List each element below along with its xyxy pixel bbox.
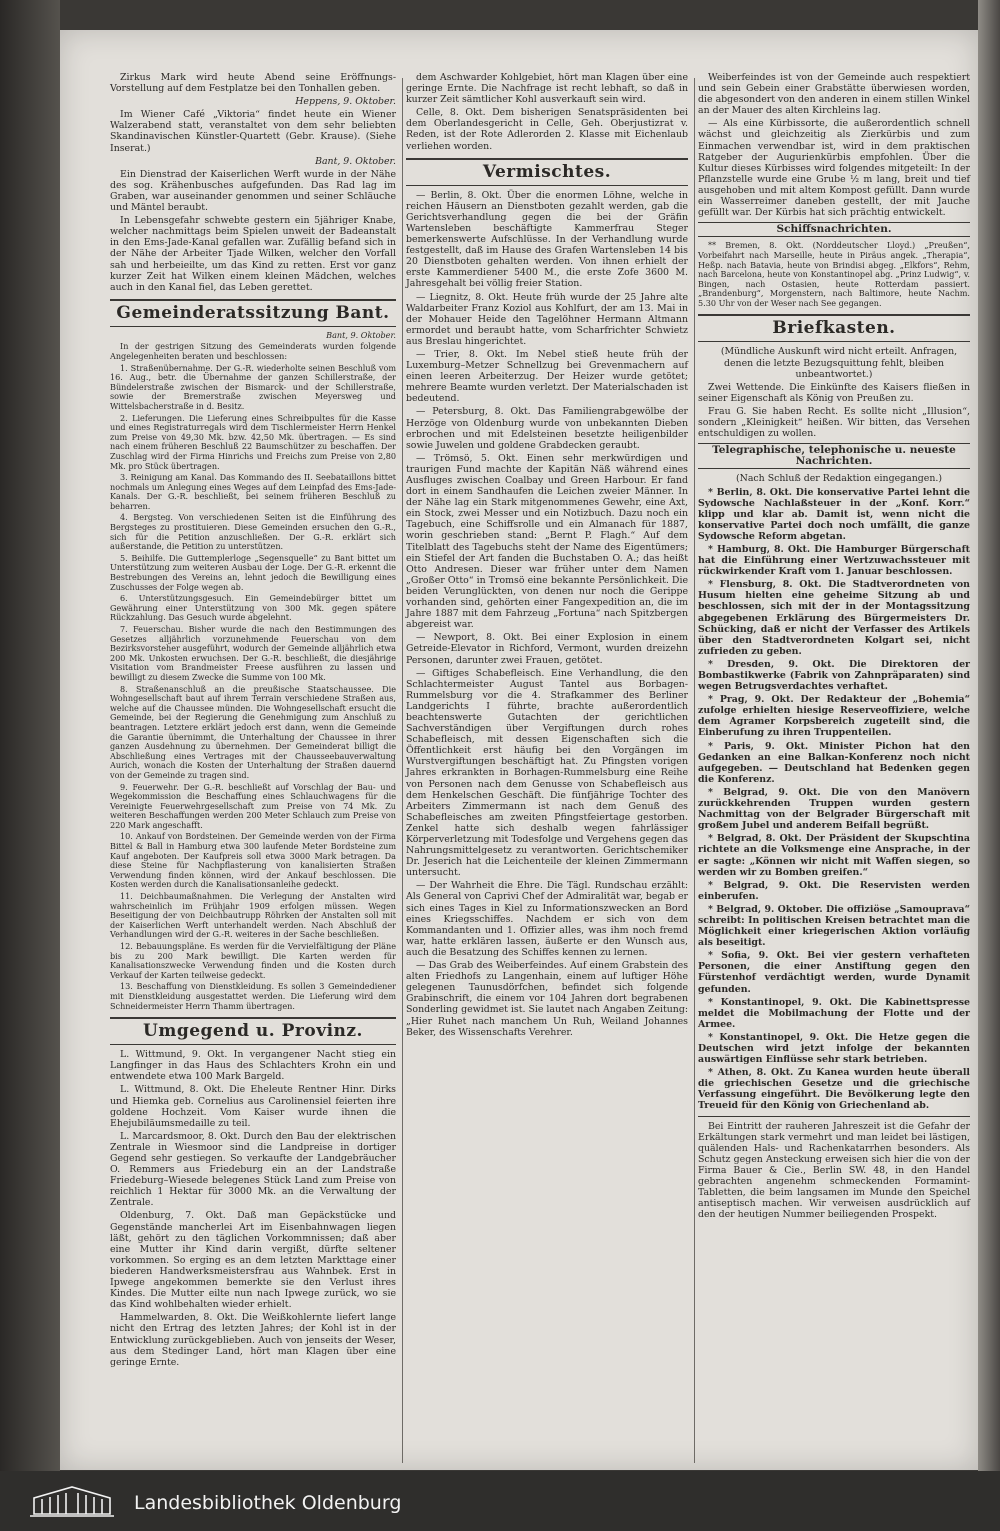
minutes-item: 13. Beschaffung von Dienstkleidung. Es sollen 3 Gemeindediener mit Dienstkleidung ausgestattet werden. Die Lieferung wird dem Schneidermeister Herrn Thamm übertragen.	[110, 981, 396, 1011]
news-item: * Hamburg, 8. Okt. Die Hamburger Bürgerschaft hat die Einführung einer Wertzuwachssteuer mit rückwirkender Kraft vom 1. Januar beschlossen.	[698, 543, 970, 578]
news-item: * Belgrad, 9. Okt. Die Reservisten werden einberufen.	[698, 879, 970, 902]
section-heading-schiffsnachrichten: Schiffsnachrichten.	[698, 222, 970, 237]
section-heading-briefkasten: Briefkasten.	[698, 314, 970, 342]
news-item: — Newport, 8. Okt. Bei einer Explosion in einem Getreide-Elevator in Richford, Vermont, wurden dreizehn Personen, darunter zwei Frauen, getötet.	[406, 632, 688, 666]
minutes-item: 4. Bergsteg. Von verschiedenen Seiten ist die Einführung des Bergsteges zu prostituieren. Diese Gemeinden ersuchen den G.-R., sich für die Petition anzuschließen. Der G.-R. erklärt sich außerstande, die Petition zu unterstützen.	[110, 512, 396, 552]
dateline: Bant, 9. Oktober.	[326, 329, 396, 340]
council-minutes	[110, 331, 396, 1011]
news-item: Hammelwarden, 8. Okt. Die Weißkohlernte liefert lange nicht den Ertrag des letzten Jahres; der Kohl ist in der Entwicklung zurückgeblieben. Auch von jenseits der Weser, aus dem Stedinger Land, hört man Klagen über eine geringe Ernte.	[110, 1312, 396, 1368]
minutes-item: In der gestrigen Sitzung des Gemeinderats wurden folgende Angelegenheiten beraten und beschlossen:	[110, 341, 396, 361]
news-item: — Der Wahrheit die Ehre. Die Tägl. Rundschau erzählt: Als General von Caprivi Chef der Admiralität war, begab er sich eines Tages in Kiel zu Informationszwecken an Bord eines Kriegsschiffes. Nachdem er sich von dem Kommandanten und 1. Offizier alles, was ihm noch fremd war, hatte erklären lassen, äußerte er den Wunsch aus, auch die Besatzung des Schiffes kennen zu lernen.	[406, 880, 688, 958]
column-divider	[694, 78, 695, 1463]
shipping-news	[698, 241, 970, 308]
letter-reply: Zwei Wettende. Die Einkünfte des Kaisers fließen in seiner Eigenschaft als König von Preußen zu.	[698, 381, 970, 404]
minutes-item: 6. Unterstützungsgesuch. Ein Gemeindebürger bittet um Gewährung einer Unterstützung von 300 Mk. gegen spätere Rückzahlung. Das Gesuch wurde abgelehnt.	[110, 593, 396, 623]
minutes-item: 3. Reinigung am Kanal. Das Kommando des II. Seebataillons bittet nochmals um Anlegung eines Weges auf dem Leinpfad des Ems-Jade-Kanals. Der G.-R. beschließt, bei seinem früheren Beschluß zu beharren.	[110, 472, 396, 511]
divider	[698, 1116, 970, 1117]
news-item: * Konstantinopel, 9. Okt. Die Kabinettspresse meldet die Mobilmachung der Flotte und der Armee.	[698, 996, 970, 1030]
minutes-item: 2. Lieferungen. Die Lieferung eines Schreibpultes für die Kasse und eines Registraturregals wird dem Tischlermeister Herrn Henkel zum Preise von 49,30 Mk. bzw. 42,50 Mk. übertragen. — Es sind nach einem früheren Beschluß 22 Baumschützer zu beschaffen. Der Zuschlag wird der Firma Hinrichs und Freichs zum Preise von 2,80 Mk. pro Stück übertragen.	[110, 412, 396, 471]
section-heading-telegraphische: Telegraphische, telephonische u. neueste Nachrichten.	[698, 443, 970, 469]
minutes-item: 5. Beihilfe. Die Guttemplerloge „Segensquelle“ zu Bant bittet um Unterstützung zum weiteren Ausbau der Loge. Der G.-R. erkennt die Bestrebungen des Vereins an, lehnt jedoch die Bewilligung eines Zuschusses der Folge wegen ab.	[110, 552, 396, 592]
section-heading-vermischtes: Vermischtes.	[406, 158, 688, 186]
news-item: — Trier, 8. Okt. Im Nebel stieß heute früh der Luxemburg–Metzer Schnellzug bei Grevenmachern auf einen leeren Arbeiterzug. Der Heizer wurde getötet; mehrere Beamte wurden verletzt. Der Materialschaden ist bedeutend.	[406, 348, 688, 405]
news-item: * Prag, 9. Okt. Der Redakteur der „Bohemia“ zufolge erhielten hiesige Reserveoffiziere, welche dem Agramer Korpsbereich zugeteilt sind, die Einberufung zu ihren Truppenteilen.	[698, 694, 970, 739]
dateline: Heppens, 9. Oktober.	[295, 96, 396, 108]
news-item: * Konstantinopel, 9. Okt. Die Hetze gegen die Deutschen wird jetzt infolge der bekannten auswärtigen Einflüsse sehr stark betrieben.	[698, 1031, 970, 1066]
news-item: * Sofia, 9. Okt. Bei vier gestern verhafteten Personen, die einer Anstiftung gegen den Fürstenhof verdächtigt werden, wurde Dynamit gefunden.	[698, 950, 970, 995]
news-item: — Berlin, 8. Okt. Über die enormen Löhne, welche in reichen Häusern an Dienstboten gezahlt werden, gab die Gerichtsverhandlung gegen die bei der Gräfin Wartensleben beschäftigte Kammerfrau Steger bemerkenswerte Aufschlüsse. In der Verhandlung wurde festgestellt, daß im Hause des Grafen Wartensleben 14 bis 20 Dienstboten gehalten werden. Von ihnen erhielt der erste Kammerdiener 5400 M., die erste Zofe 3600 M. Jahresgehalt bei völlig freier Station.	[406, 189, 688, 290]
minutes-item: 10. Ankauf von Bordsteinen. Der Gemeinde werden von der Firma Bittel & Ball in Hamburg etwa 300 laufende Meter Bordsteine zum Kauf angeboten. Der Kaufpreis soll etwa 3000 Mark betragen. Da diese Steine für Nachpflasterung von kanalisierten Straßen Verwendung finden können, wird der Ankauf beschlossen. Die Kosten werden durch die Kanalisationsanleihe gedeckt.	[110, 831, 396, 890]
news-item: Celle, 8. Okt. Dem bisherigen Senatspräsidenten bei dem Oberlandesgericht in Celle, Geh. Oberjustizrat v. Reden, ist der Rote Adlerorden 2. Klasse mit Eichenlaub verliehen worden.	[406, 107, 688, 152]
news-item: * Athen, 8. Okt. Zu Kanea wurden heute überall die griechischen Gesetze und die griechische Verfassung eingeführt. Die Bevölkerung legte den Treueid für den König von Griechenland ab.	[698, 1067, 970, 1112]
column-2	[406, 72, 688, 1040]
column-1	[110, 72, 396, 1370]
news-item: Weiberfeindes ist von der Gemeinde auch respektiert und sein Gebein einer Grabstätte überwiesen worden, die abgesondert von den anderen in einem stillen Winkel an der Mauer des alten Kirchleins lag.	[698, 72, 970, 117]
news-item: In Lebensgefahr schwebte gestern ein 5jähriger Knabe, welcher nachmittags beim Spielen unweit der Badeanstalt in den Ems-Jade-Kanal gefallen war. Zufällig befand sich in der Nähe der Arbeiter Tjade Wilken, welcher den Vorfall sah und herbeieilte, um das Kind zu retten. Erst vor ganz kurzer Zeit hat Wilken einem kleinen Mädchen, welches auch in den Kanal fiel, das Leben gerettet.	[110, 215, 396, 293]
library-building-icon	[30, 1484, 114, 1518]
newspaper-page	[60, 30, 978, 1470]
column-3	[698, 72, 970, 1222]
news-item: * Dresden, 9. Okt. Die Direktoren der Bombastikwerke (Fabrik von Zahnpräparaten) sind wegen Betrugsverdachtes verhaftet.	[698, 658, 970, 693]
news-item: L. Wittmund, 9. Okt. In vergangener Nacht stieg ein Langfinger in das Haus des Schlachters Krohn ein und entwendete etwa 100 Mark Bargeld.	[110, 1049, 396, 1083]
news-item: Oldenburg, 7. Okt. Daß man Gepäckstücke und Gegenstände mancherlei Art im Eisenbahnwagen liegen läßt, gehört zu den täglichen Vorkommnissen; daß aber eine Mutter ihr Kind darin vergißt, dürfte seltener vorkommen. So erging es an dem letzten Markttage einer biederen Handwerksmeistersfrau aus Wahnbek. Erst in Ipwege angekommen bemerkte sie den Verlust ihres Kindes. Die Mutter eilte nun nach Ipwege zurück, wo sie das Kind wohlbehalten wieder erhielt.	[110, 1210, 396, 1311]
minutes-item: 12. Bebauungspläne. Es werden für die Vervielfältigung der Pläne bis zu 200 Mark bewilligt. Die Karten werden für Kanalisationszwecke Verwendung finden und die Kosten durch Verkauf der Karten teilweise gedeckt.	[110, 941, 396, 980]
news-item: Im Wiener Café „Viktoria“ findet heute ein Wiener Walzerabend statt, veranstaltet von dem sehr beliebten Skandinavischen Künstler-Quartett (Gebr. Krause). (Siehe Inserat.)	[110, 109, 396, 154]
news-item: * Berlin, 8. Okt. Die konservative Partei lehnt die Sydowsche Nachlaßsteuer in der „Konf. Korr.“ klipp und klar ab. Damit ist, wenn nicht die konservative Partei doch noch umfällt, die ganze Sydowsche Reform abgetan.	[698, 486, 970, 542]
minutes-item: 7. Feuerschau. Bisher wurde die nach den Bestimmungen des Gesetzes alljährlich vorzunehmende Feuerschau von dem Bezirksvorsteher ausgeführt, wodurch der Gemeinde alljährlich etwa 200 Mk. Unkosten erwuchsen. Der G.-R. beschließt, die diesjährige Visitation vom Brandmeister Freese ausführen zu lassen und bewilligt zu diesem Zwecke die Summe von 100 Mk.	[110, 624, 396, 682]
section-heading-gemeinderat: Gemeinderatssitzung Bant.	[110, 299, 396, 327]
news-item: ** Bremen, 8. Okt. (Norddeutscher Lloyd.) „Preußen“, Vorbeifahrt nach Marseille, heute in Piräus angek. „Therapia“, Heßp. nach Batavia, heute von Brindisi abgeg. „Elkfors“, Rehm, nach Barcelona, heute von Konstantinopel abg. „Prinz Ludwig“, v. Bingen, nach Ostasien, heute Rotterdam passiert. „Brandenburg“, Morgenstern, nach Baltimore, heute Nachm. 5.30 Uhr von der Weser nach See gegangen.	[698, 240, 970, 308]
scan-right-edge	[978, 0, 1000, 1531]
dateline: Bant, 9. Oktober.	[315, 155, 396, 167]
scan-left-edge	[0, 0, 60, 1531]
section-heading-umgegend: Umgegend u. Provinz.	[110, 1017, 396, 1045]
news-item: * Flensburg, 8. Okt. Die Stadtverordneten von Husum hielten eine geheime Sitzung ab und beschlossen, sich mit der in der Montagssitzung abgegebenen Erklärung des Bürgermeisters Dr. Schücking, daß er nicht der Verfasser des Artikels über den Stadtverordneten Kolgart sei, nicht zufrieden zu geben.	[698, 579, 970, 657]
notice: (Nach Schluß der Redaktion eingegangen.)	[735, 473, 942, 485]
advertisement: Bei Eintritt der rauheren Jahreszeit ist die Gefahr der Erkältungen stark vermehrt und man leidet bei lästigen, quälenden Hals- und Rachenkatarrhen besonders. Als Schutz gegen Ansteckung erweisen sich hier die von der Firma Bauer & Cie., Berlin SW. 48, in den Handel gebrachten angenehm schmeckenden Formamint-Tabletten, die beim langsamen im Munde den Speichel antiseptisch machen. Wir verweisen ausdrücklich auf den der heutigen Nummer beiliegenden Prospekt.	[698, 1120, 970, 1221]
telegraph-news	[698, 487, 970, 1112]
news-item: L. Wittmund, 8. Okt. Die Eheleute Rentner Hinr. Dirks und Hiemka geb. Cornelius aus Carolinensiel feierten ihre goldene Hochzeit. Vom Kaiser wurde ihnen die Ehejubiläumsmedaille zu teil.	[110, 1084, 396, 1129]
column-divider	[402, 78, 403, 1463]
minutes-item: 8. Straßenanschluß an die preußische Staatschaussee. Die Wohngesellschaft baut auf ihrem Terrain verschiedene Straßen aus, welche auf die Chaussee münden. Die Wohngesellschaft ersucht die Gemeinde, bei der Regierung die Genehmigung zum Anschluß zu beantragen. Letztere erklärt jedoch erst dann, wenn die Gemeinde die Garantie übernimmt, die Unterhaltung der Chaussee in ihrer ganzen Ausdehnung zu übernehmen. Der Gemeinderat billigt die Abschließung eines Vertrages mit der Chausseebauverwaltung Aurich, wonach die Kosten der Unterhaltung der Straßen dauernd von der Gemeinde zu tragen sind.	[110, 683, 396, 780]
news-item: * Belgrad, 8. Okt. Der Präsident der Skupschtina richtete an die Volksmenge eine Ansprache, in der er sagte: „Können wir nicht mit Waffen siegen, so werden wir zu Bomben greifen.“	[698, 833, 970, 878]
news-item: — Liegnitz, 8. Okt. Heute früh wurde der 25 Jahre alte Waldarbeiter Franz Koziol aus Kohlfurt, der am 13. Mai in der Mohauer Heide den Tagelöhner Hermann Altmann ermordet und beraubt hatte, vom Scharfrichter Schwietz aus Breslau hingerichtet.	[406, 291, 688, 347]
news-item: * Belgrad, 9. Okt. Die von den Manövern zurückkehrenden Truppen wurden gestern Nachmittag von der Belgrader Bürgerschaft mit großem Jubel und anderem Beifall begrüßt.	[698, 786, 970, 832]
news-item: * Belgrad, 9. Oktober. Die offiziöse „Samouprava“ schreibt: In politischen Kreisen betrachtet man die Möglichkeit einer kriegerischen Aktion vorläufig als beseitigt.	[698, 903, 970, 949]
news-item: Zirkus Mark wird heute Abend seine Eröffnungs-Vorstellung auf dem Festplatze bei den Tonhallen geben.	[110, 72, 396, 95]
news-item: L. Marcardsmoor, 8. Okt. Durch den Bau der elektrischen Zentrale in Wiesmoor sind die Landpreise in dortiger Gegend sehr gestiegen. So verkaufte der Landgebräucher O. Remmers aus Friedeburg ein an der Landstraße Friedeburg–Wiesede belegenes Stück Land zum Preise von reichlich 1 Hektar für 3000 Mk. an die Verwaltung der Zentrale.	[110, 1130, 396, 1209]
minutes-item: 1. Straßenübernahme. Der G.-R. wiederholte seinen Beschluß vom 16. Aug., betr. die Übernahme der ganzen Schillerstraße, der Bündelerstraße zwischen der Bismarck- und der Schillerstraße, sowie der Bremerstraße zwischen Meyersweg und Wittelsbacherstraße in d. Besitz.	[110, 362, 396, 411]
news-item: dem Aschwarder Kohlgebiet, hört man Klagen über eine geringe Ernte. Die Nachfrage ist recht lebhaft, so daß in kurzer Zeit sämtlicher Kohl ausverkauft sein wird.	[406, 72, 688, 106]
minutes-item: 11. Deichbaumaßnahmen. Die Verlegung der Anstalten wird wahrscheinlich im Frühjahr 1909 erfolgen müssen. Wegen Beseitigung der von Deichbautrupp Röhrken der Anstalten soll mit der Kaiserlichen Werft unterhandelt werden. Nach Abschluß der Verhandlungen wird der G.-R. weiteres in der Sache beschließen.	[110, 891, 396, 940]
news-item: Ein Dienstrad der Kaiserlichen Werft wurde in der Nähe des sog. Krähenbusches aufgefunden. Das Rad lag im Graben, war auseinander genommen und seiner Schläuche und Mäntel beraubt.	[110, 168, 396, 214]
news-item: — Als eine Kürbissorte, die außerordentlich schnell wächst und gleichzeitig als Zierkürbis und zum Einmachen verwendbar ist, wird in dem praktischen Ratgeber der Augurienkürbis empfohlen. Über die Kultur dieses Kürbisses wird folgendes mitgeteilt: In der Pflanzstelle wurde eine Grube ½ m lang, breit und tief ausgehoben und mit altem Kompost gefüllt. Dann wurde ein Wasserreimer daneben gestellt, der mit Jauche gefüllt war. Der Kürbis hat sich prächtig entwickelt.	[698, 118, 970, 219]
news-item: — Trömsö, 5. Okt. Einen sehr merkwürdigen und traurigen Fund machte der Kapitän Näß während eines Ausfluges zwischen Coalbay und Green Harbour. Er fand dort in einem Sandhaufen die Leichen zweier Männer. In der Nähe lag ein Stark mitgenommenes Gewehr, eine Axt, ein Stock, zwei Messer und ein Notizbuch. Dazu noch ein Tagebuch, eine Schiffsrolle und ein Almanach für 1887, worin geschrieben stand: „Bernt P. Flagh.“ Auf dem Titelblatt des Tagebuchs steht der Name des Eigentümers; ein Stiefel der Art fanden die Buchstaben O. A.; das heißt Otto Andresen. Dieser war früher unter dem Namen „Großer Otto“ in Tromsö eine bekannte Persönlichkeit. Die beiden Verunglückten, von denen nur noch die Gerippe vorhanden sind, gehörten einer Fangexpedition an, die im Jahre 1887 mit dem Fahrzeug „Fortuna“ nach Spitzbergen abgereist war.	[406, 452, 688, 631]
minutes-item: 9. Feuerwehr. Der G.-R. beschließt auf Vorschlag der Bau- und Wegekommission die Beschaffung eines Schlauchwagens für die Vereinigte Feuerwehrgesellschaft zum Preise von 74 Mk. Zu weiteren Beschaffungen werden 200 Meter Schlauch zum Preise von 220 Mark angeschafft.	[110, 781, 396, 830]
news-item: * Paris, 9. Okt. Minister Pichon hat den Gedanken an eine Balkan-Konferenz noch nicht aufgegeben. — Deutschland hat Bedenken gegen die Konferenz.	[698, 740, 970, 785]
news-item: — Petersburg, 8. Okt. Das Familiengrabgewölbe der Herzöge von Oldenburg wurde von unbekannten Dieben erbrochen und mit Edelsteinen besetzte heiligenbilder sowie Juwelen und goldene Grabdecken geraubt.	[406, 406, 688, 451]
news-item: — Das Grab des Weiberfeindes. Auf einem Grabstein des alten Friedhofs zu Langenhain, einem auf luftiger Höhe gelegenen Taunusdörfchen, befindet sich folgende Grabinschrift, die einem vor 104 Jahren dort begrabenen Sonderling gewidmet ist. Sie lautet nach Angaben Zeitung: „Hier Ruhet nach manchem Un Ruh, Weiland Johannes Beker, des Wissenschafts Verehrer.	[406, 960, 689, 1038]
library-name: Landesbibliothek Oldenburg	[134, 1492, 402, 1514]
letter-reply: Frau G. Sie haben Recht. Es sollte nicht „Illusion“, sondern „Kleinigkeit“ heißen. Wir bitten, das Versehen entschuldigen zu wollen.	[698, 405, 970, 440]
news-item: — Giftiges Schabefleisch. Eine Verhandlung, die den Schlachtermeister August Tantel aus Borbagen-Rummelsburg vor die 4. Strafkammer des Berliner Landgerichts I führte, brachte außerordentlich beachtenswerte Gutachten der gerichtlichen Sachverständigen über Vergiftungen durch rohes Schabefleisch, mit dessen Eigenschaften sich die Öffentlichkeit erst häufig bei den Vorgängen im Wurstvergiftungen beschäftigt hat. Zu Pfingsten vorigen Jahres erkrankten in Borhagen-Rummelsburg eine Reihe von Personen nach dem Genusse von Schabefleisch aus dem Henkelschen Geschäft. Die fünfjährige Tochter des Arbeiters Zimmermann ist nach dem Genuß des Schabefleisches am zweiten Pfingstfeiertage gestorben. Zenkel hatte sich deshalb wegen fahrlässiger Körperverletzung mit Todesfolge und Vergehens gegen das Nahrungsmittelgesetz zu verantworten. Gerichtschemiker Dr. Jeserich hat die Leichenteile der kleinen Zimmermann untersucht.	[406, 667, 688, 879]
notice: (Mündliche Auskunft wird nicht erteilt. Anfragen, denen die letzte Bezugsquittung fehlt, bleiben unbeantwortet.)	[720, 346, 958, 380]
